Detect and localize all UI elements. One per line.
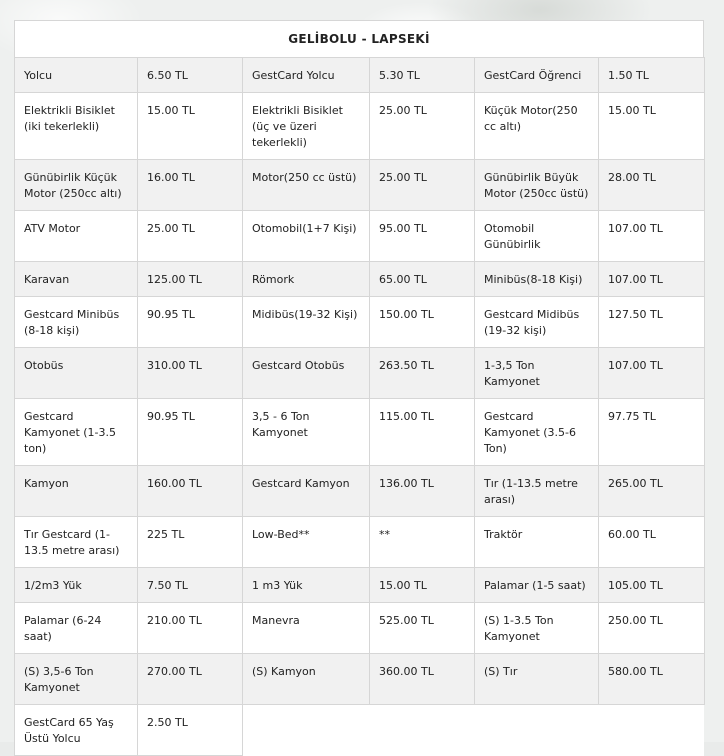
- fare-label-cell: 1 m3 Yük: [243, 568, 370, 603]
- fare-label-cell: Minibüs(8-18 Kişi): [475, 262, 599, 297]
- fare-price-cell: 90.95 TL: [138, 399, 243, 466]
- fare-label-cell: 1/2m3 Yük: [15, 568, 138, 603]
- fare-price-cell: 2.50 TL: [138, 705, 243, 756]
- fare-label-cell: GestCard Öğrenci: [475, 58, 599, 93]
- fare-label-cell: Tır (1-13.5 metre arası): [475, 466, 599, 517]
- table-row: [15, 517, 705, 568]
- fare-price-cell: 115.00 TL: [370, 399, 475, 466]
- fare-label-cell: Gestcard Kamyonet (1-3.5 ton): [15, 399, 138, 466]
- fare-price-cell: 25.00 TL: [370, 160, 475, 211]
- fare-label-cell: (S) 3,5-6 Ton Kamyonet: [15, 654, 138, 705]
- table-row: [15, 399, 705, 466]
- fare-price-cell: 107.00 TL: [599, 211, 705, 262]
- fare-price-cell: 60.00 TL: [599, 517, 705, 568]
- table-row: [15, 58, 705, 93]
- fare-label-cell: Karavan: [15, 262, 138, 297]
- fare-price-cell: 263.50 TL: [370, 348, 475, 399]
- fare-label-cell: Tır Gestcard (1-13.5 metre arası): [15, 517, 138, 568]
- fare-price-cell: 6.50 TL: [138, 58, 243, 93]
- fare-price-cell: 125.00 TL: [138, 262, 243, 297]
- fare-label-cell: (S) Tır: [475, 654, 599, 705]
- table-row: [15, 654, 705, 705]
- table-row: [15, 466, 705, 517]
- fare-price-cell: 250.00 TL: [599, 603, 705, 654]
- fare-price-cell: 15.00 TL: [599, 93, 705, 160]
- table-row: [15, 568, 705, 603]
- fare-table-container: [14, 20, 704, 756]
- fare-price-cell: 5.30 TL: [370, 58, 475, 93]
- fare-price-cell: 107.00 TL: [599, 262, 705, 297]
- fare-label-cell: Palamar (6-24 saat): [15, 603, 138, 654]
- fare-label-cell: Gestcard Otobüs: [243, 348, 370, 399]
- fare-price-cell: 310.00 TL: [138, 348, 243, 399]
- table-row: [15, 262, 705, 297]
- fare-price-cell: 210.00 TL: [138, 603, 243, 654]
- fare-label-cell: Elektrikli Bisiklet (iki tekerlekli): [15, 93, 138, 160]
- fare-price-cell: 90.95 TL: [138, 297, 243, 348]
- fare-label-cell: Günübirlik Büyük Motor (250cc üstü): [475, 160, 599, 211]
- fare-price-cell: 28.00 TL: [599, 160, 705, 211]
- fare-label-cell: Kamyon: [15, 466, 138, 517]
- fare-price-cell: 97.75 TL: [599, 399, 705, 466]
- fare-label-cell: Günübirlik Küçük Motor (250cc altı): [15, 160, 138, 211]
- fare-label-cell: Midibüs(19-32 Kişi): [243, 297, 370, 348]
- fare-label-cell: Gestcard Kamyon: [243, 466, 370, 517]
- fare-price-cell: 107.00 TL: [599, 348, 705, 399]
- fare-label-cell: Yolcu: [15, 58, 138, 93]
- table-row: [15, 160, 705, 211]
- fare-label-cell: Motor(250 cc üstü): [243, 160, 370, 211]
- fare-price-cell: 270.00 TL: [138, 654, 243, 705]
- fare-label-cell: Manevra: [243, 603, 370, 654]
- fare-label-cell: Otobüs: [15, 348, 138, 399]
- fare-label-cell: Otomobil(1+7 Kişi): [243, 211, 370, 262]
- fare-label-cell: Otomobil Günübirlik: [475, 211, 599, 262]
- table-title: GELİBOLU - LAPSEKİ: [14, 20, 704, 57]
- fare-label-cell: ATV Motor: [15, 211, 138, 262]
- empty-cell: [475, 705, 705, 756]
- fare-label-cell: Gestcard Midibüs (19-32 kişi): [475, 297, 599, 348]
- fare-price-cell: 15.00 TL: [138, 93, 243, 160]
- fare-price-cell: **: [370, 517, 475, 568]
- fare-price-cell: 265.00 TL: [599, 466, 705, 517]
- table-row: [15, 297, 705, 348]
- fare-price-cell: 105.00 TL: [599, 568, 705, 603]
- table-row: [15, 705, 705, 756]
- fare-label-cell: (S) 1-3.5 Ton Kamyonet: [475, 603, 599, 654]
- fare-price-cell: 95.00 TL: [370, 211, 475, 262]
- fare-label-cell: Traktör: [475, 517, 599, 568]
- fare-label-cell: GestCard Yolcu: [243, 58, 370, 93]
- table-row: [15, 603, 705, 654]
- fare-price-cell: 580.00 TL: [599, 654, 705, 705]
- fare-label-cell: Elektrikli Bisiklet (üç ve üzeri tekerlekli): [243, 93, 370, 160]
- fare-label-cell: 1-3,5 Ton Kamyonet: [475, 348, 599, 399]
- fare-price-cell: 15.00 TL: [370, 568, 475, 603]
- fare-price-cell: 1.50 TL: [599, 58, 705, 93]
- fare-price-cell: 16.00 TL: [138, 160, 243, 211]
- table-row: [15, 211, 705, 262]
- fare-price-cell: 25.00 TL: [370, 93, 475, 160]
- fare-price-cell: 160.00 TL: [138, 466, 243, 517]
- fare-price-cell: 136.00 TL: [370, 466, 475, 517]
- fare-table: [14, 57, 705, 756]
- fare-price-cell: 360.00 TL: [370, 654, 475, 705]
- empty-cell: [243, 705, 475, 756]
- fare-price-cell: 65.00 TL: [370, 262, 475, 297]
- fare-label-cell: 3,5 - 6 Ton Kamyonet: [243, 399, 370, 466]
- fare-price-cell: 25.00 TL: [138, 211, 243, 262]
- fare-label-cell: Gestcard Minibüs (8-18 kişi): [15, 297, 138, 348]
- fare-label-cell: Palamar (1-5 saat): [475, 568, 599, 603]
- fare-price-cell: 525.00 TL: [370, 603, 475, 654]
- fare-label-cell: Low-Bed**: [243, 517, 370, 568]
- fare-label-cell: (S) Kamyon: [243, 654, 370, 705]
- table-row: [15, 348, 705, 399]
- fare-label-cell: Römork: [243, 262, 370, 297]
- fare-label-cell: GestCard 65 Yaş Üstü Yolcu: [15, 705, 138, 756]
- fare-price-cell: 150.00 TL: [370, 297, 475, 348]
- fare-label-cell: Küçük Motor(250 cc altı): [475, 93, 599, 160]
- fare-price-cell: 127.50 TL: [599, 297, 705, 348]
- table-row: [15, 93, 705, 160]
- fare-label-cell: Gestcard Kamyonet (3.5-6 Ton): [475, 399, 599, 466]
- fare-price-cell: 7.50 TL: [138, 568, 243, 603]
- fare-price-cell: 225 TL: [138, 517, 243, 568]
